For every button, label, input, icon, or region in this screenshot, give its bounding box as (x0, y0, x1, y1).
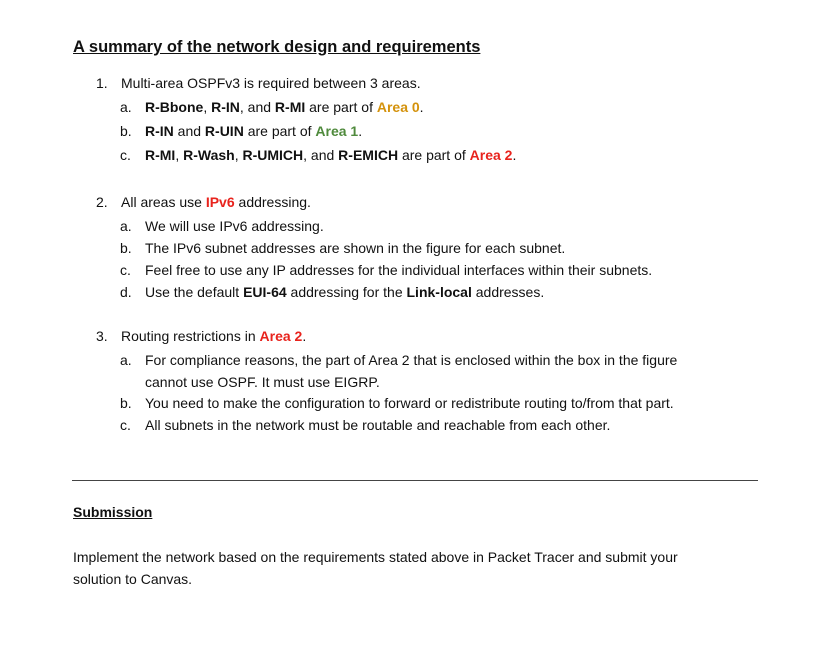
sub-list-item (120, 98, 424, 116)
submission-heading: Submission (73, 504, 153, 520)
list-item (96, 193, 311, 211)
text-segment: , and (303, 147, 339, 163)
text-segment: R-UIN (204, 123, 244, 139)
text-segment: and (173, 123, 205, 139)
text-segment: R-MI (145, 147, 176, 163)
sub-list-item (120, 261, 652, 279)
sub-list-letter: c. (120, 147, 131, 163)
list-number: 1. (96, 75, 108, 91)
list-text: Multi-area OSPFv3 is required between 3 areas. (121, 75, 421, 91)
sub-list-item (120, 146, 516, 164)
sub-list-item (120, 122, 362, 140)
sub-list-letter: c. (120, 262, 131, 278)
sub-list-letter: a. (120, 218, 132, 234)
text-segment: cannot use OSPF. It must use EIGRP. (145, 374, 380, 390)
text-segment: All subnets in the network must be routable and reachable from each other. (145, 417, 611, 433)
text-segment: Area 2 (259, 328, 303, 344)
text-segment: are part of (305, 99, 377, 115)
sub-list-item (120, 217, 324, 235)
divider (72, 480, 758, 481)
submission-text-line-1: Implement the network based on the requirements stated above in Packet Tracer and submit your (73, 549, 678, 565)
sub-list-letter: b. (120, 123, 132, 139)
text-segment: We will use IPv6 addressing. (145, 218, 324, 234)
text-segment: You need to make the configuration to forward or redistribute routing to/from that part. (145, 395, 674, 411)
sub-list-item (120, 416, 610, 434)
submission-text-line-2: solution to Canvas. (73, 571, 193, 587)
list-number: 3. (96, 328, 108, 344)
text-segment: addressing. (234, 194, 311, 210)
sub-list-item (120, 239, 565, 257)
text-segment: R-IN (145, 123, 174, 139)
text-segment: R-EMICH (338, 147, 399, 163)
text-segment: addressing for the (286, 284, 407, 300)
text-segment: Routing restrictions in (121, 328, 260, 344)
sub-list-letter: d. (120, 284, 132, 300)
sub-list-letter: a. (120, 352, 132, 368)
submission-text (73, 546, 753, 590)
text-segment: IPv6 (205, 194, 235, 210)
text-segment: Area 2 (469, 147, 513, 163)
text-segment: . (358, 123, 363, 139)
text-segment: EUI-64 (243, 284, 287, 300)
text-segment: addresses. (471, 284, 545, 300)
text-segment: , and (239, 99, 275, 115)
text-segment: , (175, 147, 184, 163)
text-segment: , (234, 147, 243, 163)
text-segment: Use the default (145, 284, 244, 300)
text-segment: , (203, 99, 212, 115)
text-segment: R-UMICH (242, 147, 304, 163)
page-title: A summary of the network design and requirements (73, 38, 481, 56)
sub-list-letter: b. (120, 395, 132, 411)
text-segment: Area 0 (376, 99, 420, 115)
sub-list-item (120, 351, 677, 369)
text-segment: For compliance reasons, the part of Area 2 that is enclosed within the box in the figure (145, 352, 678, 368)
sub-list-letter: a. (120, 99, 132, 115)
text-segment: R-IN (211, 99, 240, 115)
text-segment: R-MI (274, 99, 306, 115)
sub-list-item (120, 373, 380, 391)
text-segment: R-Wash (183, 147, 235, 163)
list-number: 2. (96, 194, 108, 210)
text-segment: Link-local (406, 284, 472, 300)
sub-list-item (120, 283, 544, 301)
text-segment: . (419, 99, 424, 115)
list-item (96, 327, 306, 345)
text-segment: Area 1 (315, 123, 359, 139)
text-segment: are part of (243, 123, 316, 139)
text-segment: are part of (398, 147, 470, 163)
text-segment: R-Bbone (145, 99, 204, 115)
text-segment: . (302, 328, 307, 344)
sub-list-item (120, 394, 674, 412)
sub-list-letter: b. (120, 240, 132, 256)
sub-list-letter: c. (120, 417, 131, 433)
list-item (96, 74, 421, 92)
text-segment: . (512, 147, 517, 163)
text-segment: All areas use (121, 194, 206, 210)
text-segment: Feel free to use any IP addresses for the individual interfaces within their subnets. (145, 262, 653, 278)
text-segment: The IPv6 subnet addresses are shown in the figure for each subnet. (145, 240, 566, 256)
